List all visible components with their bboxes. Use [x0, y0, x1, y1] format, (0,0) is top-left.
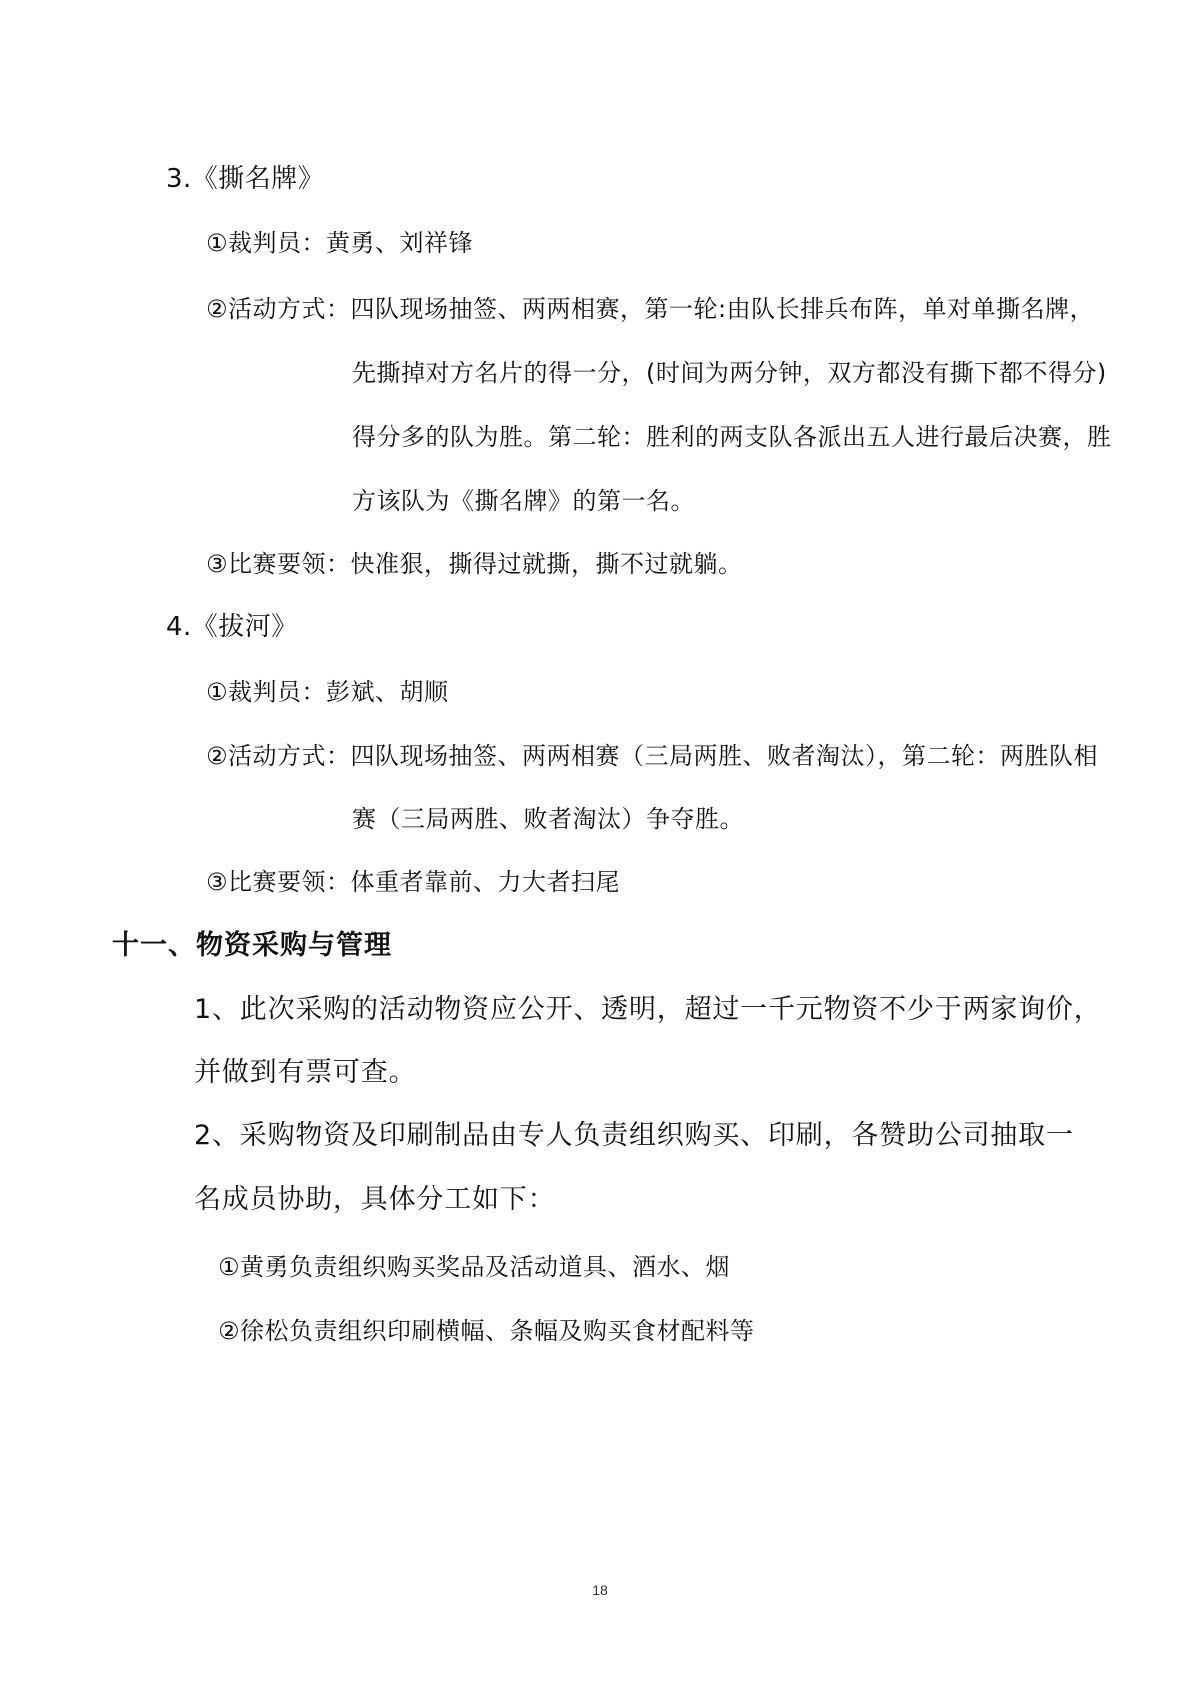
item3-title: 3.《撕名牌》	[166, 164, 325, 194]
page-number: 18	[592, 1582, 608, 1598]
section11-para2-line-1: 2、采购物资及印刷制品由专人负责组织购买、印刷，各赞助公司抽取一	[194, 1120, 1074, 1151]
section11-para1-line-1: 1、此次采购的活动物资应公开、透明，超过一千元物资不少于两家询价，	[194, 994, 1102, 1025]
item4-referee: ①裁判员：彭斌、胡顺	[206, 678, 449, 706]
section11-para2-line-2: 名成员协助，具体分工如下：	[194, 1184, 556, 1215]
item4-tips: ③比赛要领：体重者靠前、力大者扫尾	[206, 868, 621, 896]
item3-method-line-3: 得分多的队为胜。第二轮：胜利的两支队各派出五人进行最后决赛，胜	[352, 423, 1112, 451]
assignment-item-2: ②徐松负责组织印刷横幅、条幅及购买食材配料等	[218, 1317, 755, 1345]
item3-method-line-2: 先撕掉对方名片的得一分，(时间为两分钟，双方都没有撕下都不得分)	[352, 359, 1107, 387]
section11-para1-line-2: 并做到有票可查。	[194, 1057, 417, 1088]
item4-title: 4.《拔河》	[166, 612, 298, 642]
item3-method-line-1: ②活动方式：四队现场抽签、两两相赛，第一轮:由队长排兵布阵，单对单撕名牌，	[206, 295, 1095, 323]
item3-referee: ①裁判员：黄勇、刘祥锋	[206, 229, 474, 257]
section11-heading: 十一、物资采购与管理	[112, 930, 392, 961]
assignment-item-1: ①黄勇负责组织购买奖品及活动道具、酒水、烟	[218, 1253, 731, 1281]
item3-method-line-4: 方该队为《撕名牌》的第一名。	[352, 487, 695, 515]
item4-method-line-1: ②活动方式：四队现场抽签、两两相赛（三局两胜、败者淘汰），第二轮：两胜队相	[206, 742, 1099, 770]
item3-tips: ③比赛要领：快准狠，撕得过就撕，撕不过就躺。	[206, 550, 743, 578]
item4-method-line-2: 赛（三局两胜、败者淘汰）争夺胜。	[352, 805, 744, 833]
